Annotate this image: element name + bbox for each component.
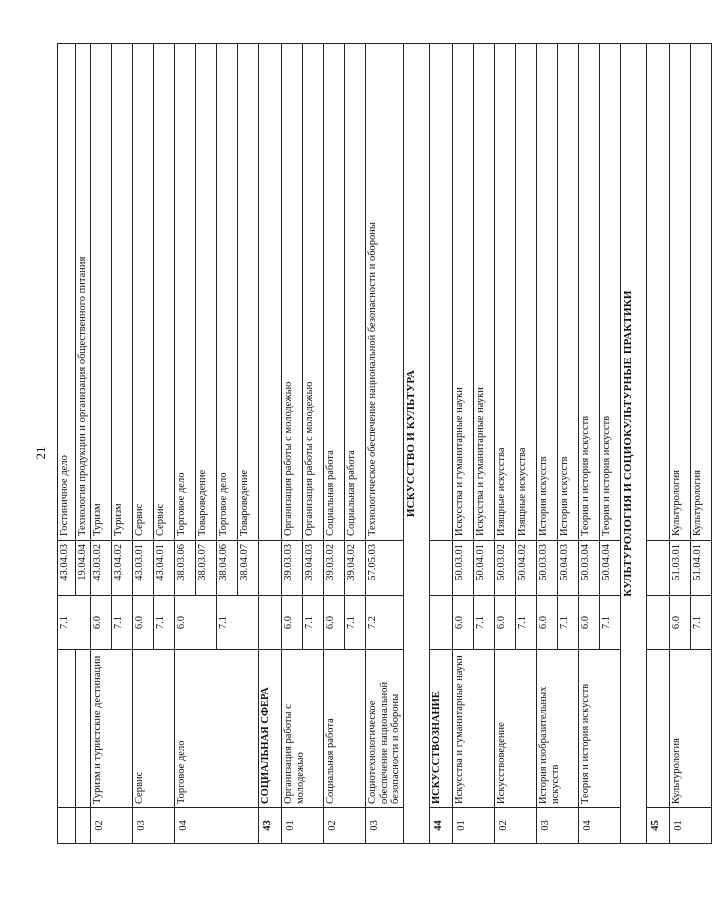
group-name: ИСКУССТВОЗНАНИЕ (430, 650, 453, 808)
code-cell (430, 541, 453, 596)
program-cell: Технологическое обеспечение национальной безопасности и обороны (365, 44, 403, 541)
item-number: 02 (323, 808, 365, 844)
table-row (670, 44, 691, 844)
item-name: История изобразительных искусств (537, 650, 579, 808)
code-cell: 50.03.02 (495, 541, 516, 596)
table-row (323, 44, 344, 844)
code-cell: 43.04.03 (58, 541, 76, 596)
item-name: Искусствоведение (495, 650, 537, 808)
level-cell: 7.1 (558, 596, 579, 650)
code-cell: 57.05.03 (365, 541, 403, 596)
program-cell (430, 44, 453, 541)
level-cell (647, 596, 670, 650)
code-cell: 50.03.01 (453, 541, 474, 596)
code-cell: 39.04.03 (302, 541, 323, 596)
program-cell: Товароведение (237, 44, 258, 541)
level-cell: 7.1 (691, 596, 712, 650)
level-cell: 7.2 (365, 596, 403, 650)
code-cell: 38.04.07 (237, 541, 258, 596)
code-cell: 19.04.04 (76, 541, 91, 596)
item-name: Теория и история искусств (579, 650, 621, 808)
item-number: 03 (537, 808, 579, 844)
program-cell: История искусств (537, 44, 558, 541)
level-cell (430, 596, 453, 650)
level-cell: 7.1 (58, 596, 91, 650)
code-cell: 50.03.03 (537, 541, 558, 596)
group-num-cell (76, 808, 91, 844)
table-row (537, 44, 558, 844)
program-cell: Искусства и гуманитарные науки (474, 44, 495, 541)
code-cell: 43.04.01 (153, 541, 174, 596)
program-cell: Торговое дело (216, 44, 237, 541)
program-cell: История искусств (558, 44, 579, 541)
code-cell: 50.04.01 (474, 541, 495, 596)
level-cell: 6.0 (132, 596, 153, 650)
level-cell: 6.0 (323, 596, 344, 650)
group-name: СОЦИАЛЬНАЯ СФЕРА (258, 650, 281, 808)
level-cell: 7.1 (344, 596, 365, 650)
table-body (58, 44, 712, 844)
program-cell: Социальная работа (323, 44, 344, 541)
item-name: Организация работы с молодежью (281, 650, 323, 808)
code-cell (647, 541, 670, 596)
table-row (58, 44, 76, 844)
program-cell: Организация работы с молодежью (302, 44, 323, 541)
code-cell: 38.03.07 (195, 541, 216, 596)
table-row (281, 44, 302, 844)
program-cell: Туризм (90, 44, 111, 541)
item-name: Социотехнологическое обеспечение национальной безопасности и обороны (365, 650, 403, 808)
item-number: 04 (174, 808, 258, 844)
code-cell: 51.03.01 (670, 541, 691, 596)
program-cell: Социальная работа (344, 44, 365, 541)
level-cell: 6.0 (281, 596, 302, 650)
section-title: ИСКУССТВО И КУЛЬТУРА (404, 44, 430, 844)
code-cell: 50.04.04 (600, 541, 621, 596)
code-cell: 39.04.02 (344, 541, 365, 596)
item-name: Торговое дело (174, 650, 258, 808)
group-number: 43 (258, 808, 281, 844)
program-cell: Сервис (153, 44, 174, 541)
level-cell: 7.1 (153, 596, 174, 650)
code-cell: 50.04.02 (516, 541, 537, 596)
code-cell: 38.04.06 (216, 541, 237, 596)
program-cell: Сервис (132, 44, 153, 541)
program-cell: Искусства и гуманитарные науки (453, 44, 474, 541)
code-cell (258, 541, 281, 596)
program-cell (258, 44, 281, 541)
section-title: КУЛЬТУРОЛОГИЯ И СОЦИОКУЛЬТУРНЫЕ ПРАКТИКИ (621, 44, 647, 844)
program-cell: Туризм (111, 44, 132, 541)
code-cell: 38.03.06 (174, 541, 195, 596)
program-cell: Культурология (670, 44, 691, 541)
program-cell: Изящные искусства (495, 44, 516, 541)
code-cell: 43.03.01 (132, 541, 153, 596)
level-cell: 7.1 (216, 596, 258, 650)
item-name: Туризм и туристские дестинации (90, 650, 132, 808)
group-row (430, 44, 453, 844)
item-number: 02 (90, 808, 132, 844)
item-number: 01 (281, 808, 323, 844)
program-cell: Теория и история искусств (600, 44, 621, 541)
item-name: Сервис (132, 650, 174, 808)
program-cell: Технология продукции и организация общественного питания (76, 44, 91, 541)
table-row (579, 44, 600, 844)
level-cell: 7.1 (600, 596, 621, 650)
classifier-table (57, 43, 712, 844)
item-name: Культурология (670, 650, 712, 808)
table-row (132, 44, 153, 844)
page-number: 21 (33, 446, 48, 460)
item-number: 02 (495, 808, 537, 844)
code-cell: 43.03.02 (90, 541, 111, 596)
level-cell: 6.0 (579, 596, 600, 650)
section-row (621, 44, 647, 844)
level-cell: 6.0 (90, 596, 111, 650)
table-row (453, 44, 474, 844)
program-cell: Товароведение (195, 44, 216, 541)
level-cell: 6.0 (174, 596, 216, 650)
program-cell (647, 44, 670, 541)
level-cell: 6.0 (495, 596, 516, 650)
code-cell: 51.04.01 (691, 541, 712, 596)
item-number: 04 (579, 808, 621, 844)
program-cell: Гостиничное дело (58, 44, 76, 541)
table-row (174, 44, 195, 844)
level-cell: 6.0 (453, 596, 474, 650)
level-cell: 7.1 (302, 596, 323, 650)
program-cell: Организация работы с молодежью (281, 44, 302, 541)
group-number: 44 (430, 808, 453, 844)
group-name-cell (76, 650, 91, 808)
level-cell (258, 596, 281, 650)
item-name: Социальная работа (323, 650, 365, 808)
group-number: 45 (647, 808, 670, 844)
item-number: 03 (365, 808, 403, 844)
level-cell: 6.0 (537, 596, 558, 650)
level-cell: 6.0 (670, 596, 691, 650)
program-cell: Торговое дело (174, 44, 195, 541)
group-name-cell (58, 650, 76, 808)
classifier-table-sheet (57, 44, 703, 844)
code-cell: 43.04.02 (111, 541, 132, 596)
table-row (76, 44, 91, 844)
table-row (495, 44, 516, 844)
table-row (90, 44, 111, 844)
code-cell: 50.04.03 (558, 541, 579, 596)
group-row (258, 44, 281, 844)
group-row (647, 44, 670, 844)
program-cell: Теория и история искусств (579, 44, 600, 541)
code-cell: 39.03.03 (281, 541, 302, 596)
item-name: Искусства и гуманитарные науки (453, 650, 495, 808)
item-number: 01 (453, 808, 495, 844)
level-cell: 7.1 (516, 596, 537, 650)
code-cell: 50.03.04 (579, 541, 600, 596)
level-cell: 7.1 (111, 596, 132, 650)
program-cell: Культурология (691, 44, 712, 541)
item-number: 03 (132, 808, 174, 844)
item-number: 01 (670, 808, 712, 844)
level-cell: 7.1 (474, 596, 495, 650)
table-row (365, 44, 403, 844)
program-cell: Изящные искусства (516, 44, 537, 541)
group-num-cell (58, 808, 76, 844)
group-name (647, 650, 670, 808)
code-cell: 39.03.02 (323, 541, 344, 596)
section-row (404, 44, 430, 844)
